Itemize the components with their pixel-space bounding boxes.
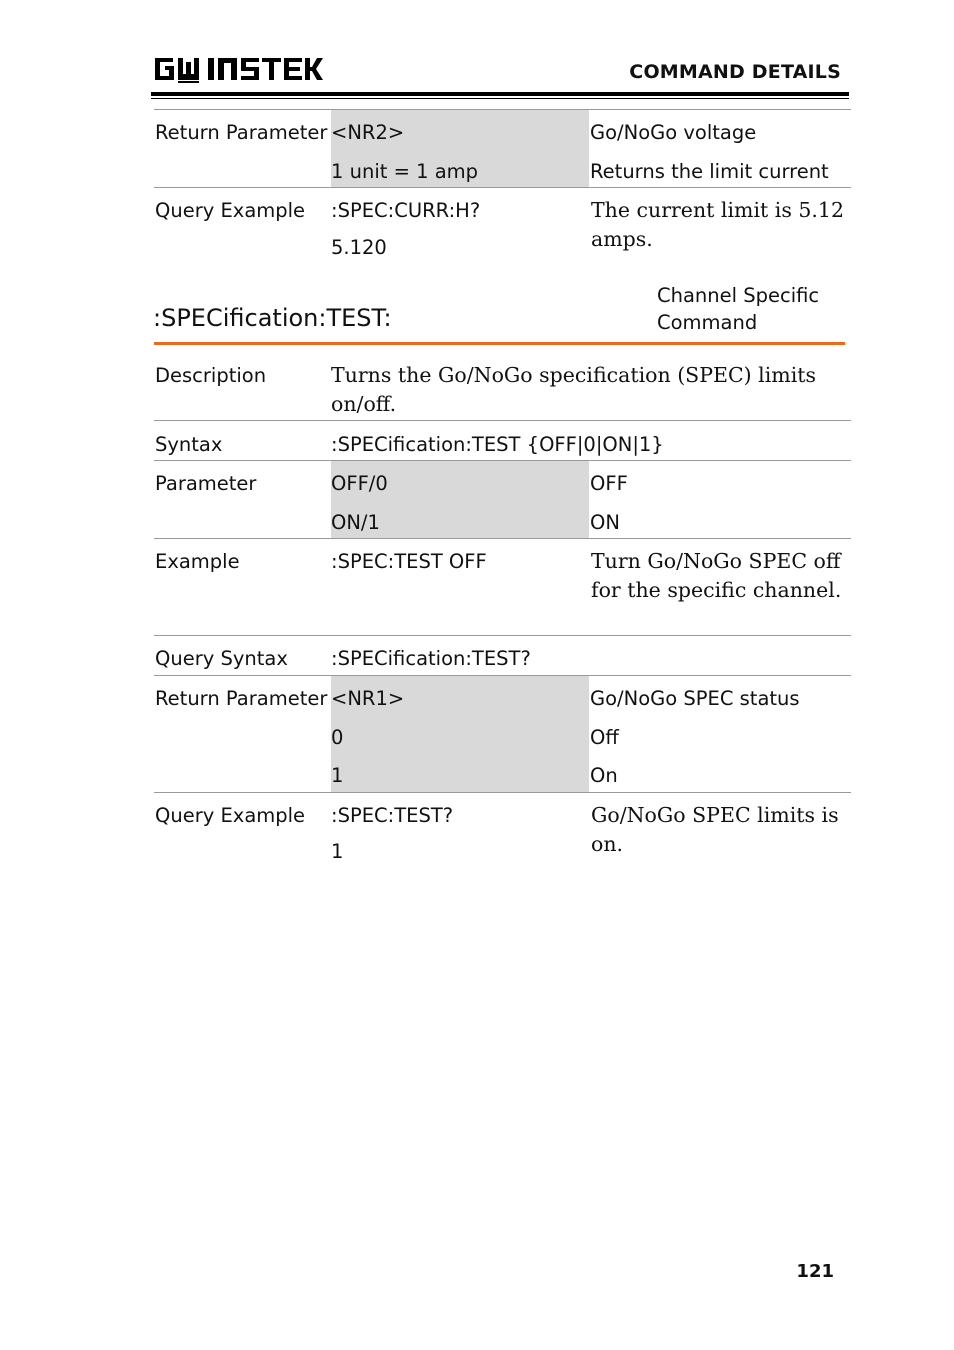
heading-underline (154, 342, 845, 345)
description-text: Turns the Go/NoGo specification (SPEC) limits on/off. (331, 363, 817, 416)
return-param-desc: Returns the limit current (590, 160, 829, 183)
return-param-desc: Off (590, 726, 619, 749)
table-divider (154, 420, 851, 421)
section-label: COMMAND DETAILS (629, 61, 841, 83)
gw-instek-logo (153, 52, 325, 86)
query-example-response: 1 (331, 840, 344, 863)
return-param-value: <NR2> (331, 121, 405, 144)
query-example-code: :SPEC:CURR:H? (331, 199, 481, 222)
parameter-value: OFF/0 (331, 472, 388, 495)
example-code: :SPEC:TEST OFF (331, 550, 487, 573)
query-example-code: :SPEC:TEST? (331, 804, 454, 827)
table-divider (154, 538, 851, 539)
return-param-value: 0 (331, 726, 344, 749)
table-divider (154, 635, 851, 636)
return-param-desc: On (590, 764, 618, 787)
query-syntax-text: :SPECification:TEST? (331, 647, 531, 670)
query-syntax-label: Query Syntax (155, 647, 288, 670)
example-label: Example (155, 550, 240, 573)
parameter-desc: ON (590, 511, 620, 534)
return-param-value: <NR1> (331, 687, 405, 710)
parameter-value: ON/1 (331, 511, 380, 534)
query-example-desc: Go/NoGo SPEC limits is on. (591, 803, 839, 856)
return-param-value: 1 (331, 764, 344, 787)
syntax-text: :SPECification:TEST {OFF|0|ON|1} (331, 433, 664, 456)
query-example-desc: The current limit is 5.12 amps. (591, 198, 844, 251)
return-param-value: 1 unit = 1 amp (331, 160, 479, 183)
page-number: 121 (796, 1261, 834, 1282)
table-divider (154, 792, 851, 793)
return-param-desc: Go/NoGo voltage (590, 121, 757, 144)
command-scope: Channel Specific Command (657, 284, 820, 334)
header-rule-thick (151, 92, 849, 96)
return-param-desc: Go/NoGo SPEC status (590, 687, 800, 710)
example-desc: Turn Go/NoGo SPEC off for the specific channel. (591, 549, 842, 602)
description-label: Description (155, 364, 267, 387)
syntax-label: Syntax (155, 433, 223, 456)
table-divider (154, 187, 851, 188)
parameter-desc: OFF (590, 472, 628, 495)
parameter-label: Parameter (155, 472, 257, 495)
query-example-label: Query Example (155, 199, 306, 222)
header-rule-thin (151, 98, 849, 99)
query-example-label: Query Example (155, 804, 306, 827)
return-parameter-label: Return Parameter (155, 121, 328, 144)
query-example-response: 5.120 (331, 236, 387, 259)
command-title: :SPECification:TEST: (153, 304, 392, 332)
return-parameter-label: Return Parameter (155, 687, 328, 710)
